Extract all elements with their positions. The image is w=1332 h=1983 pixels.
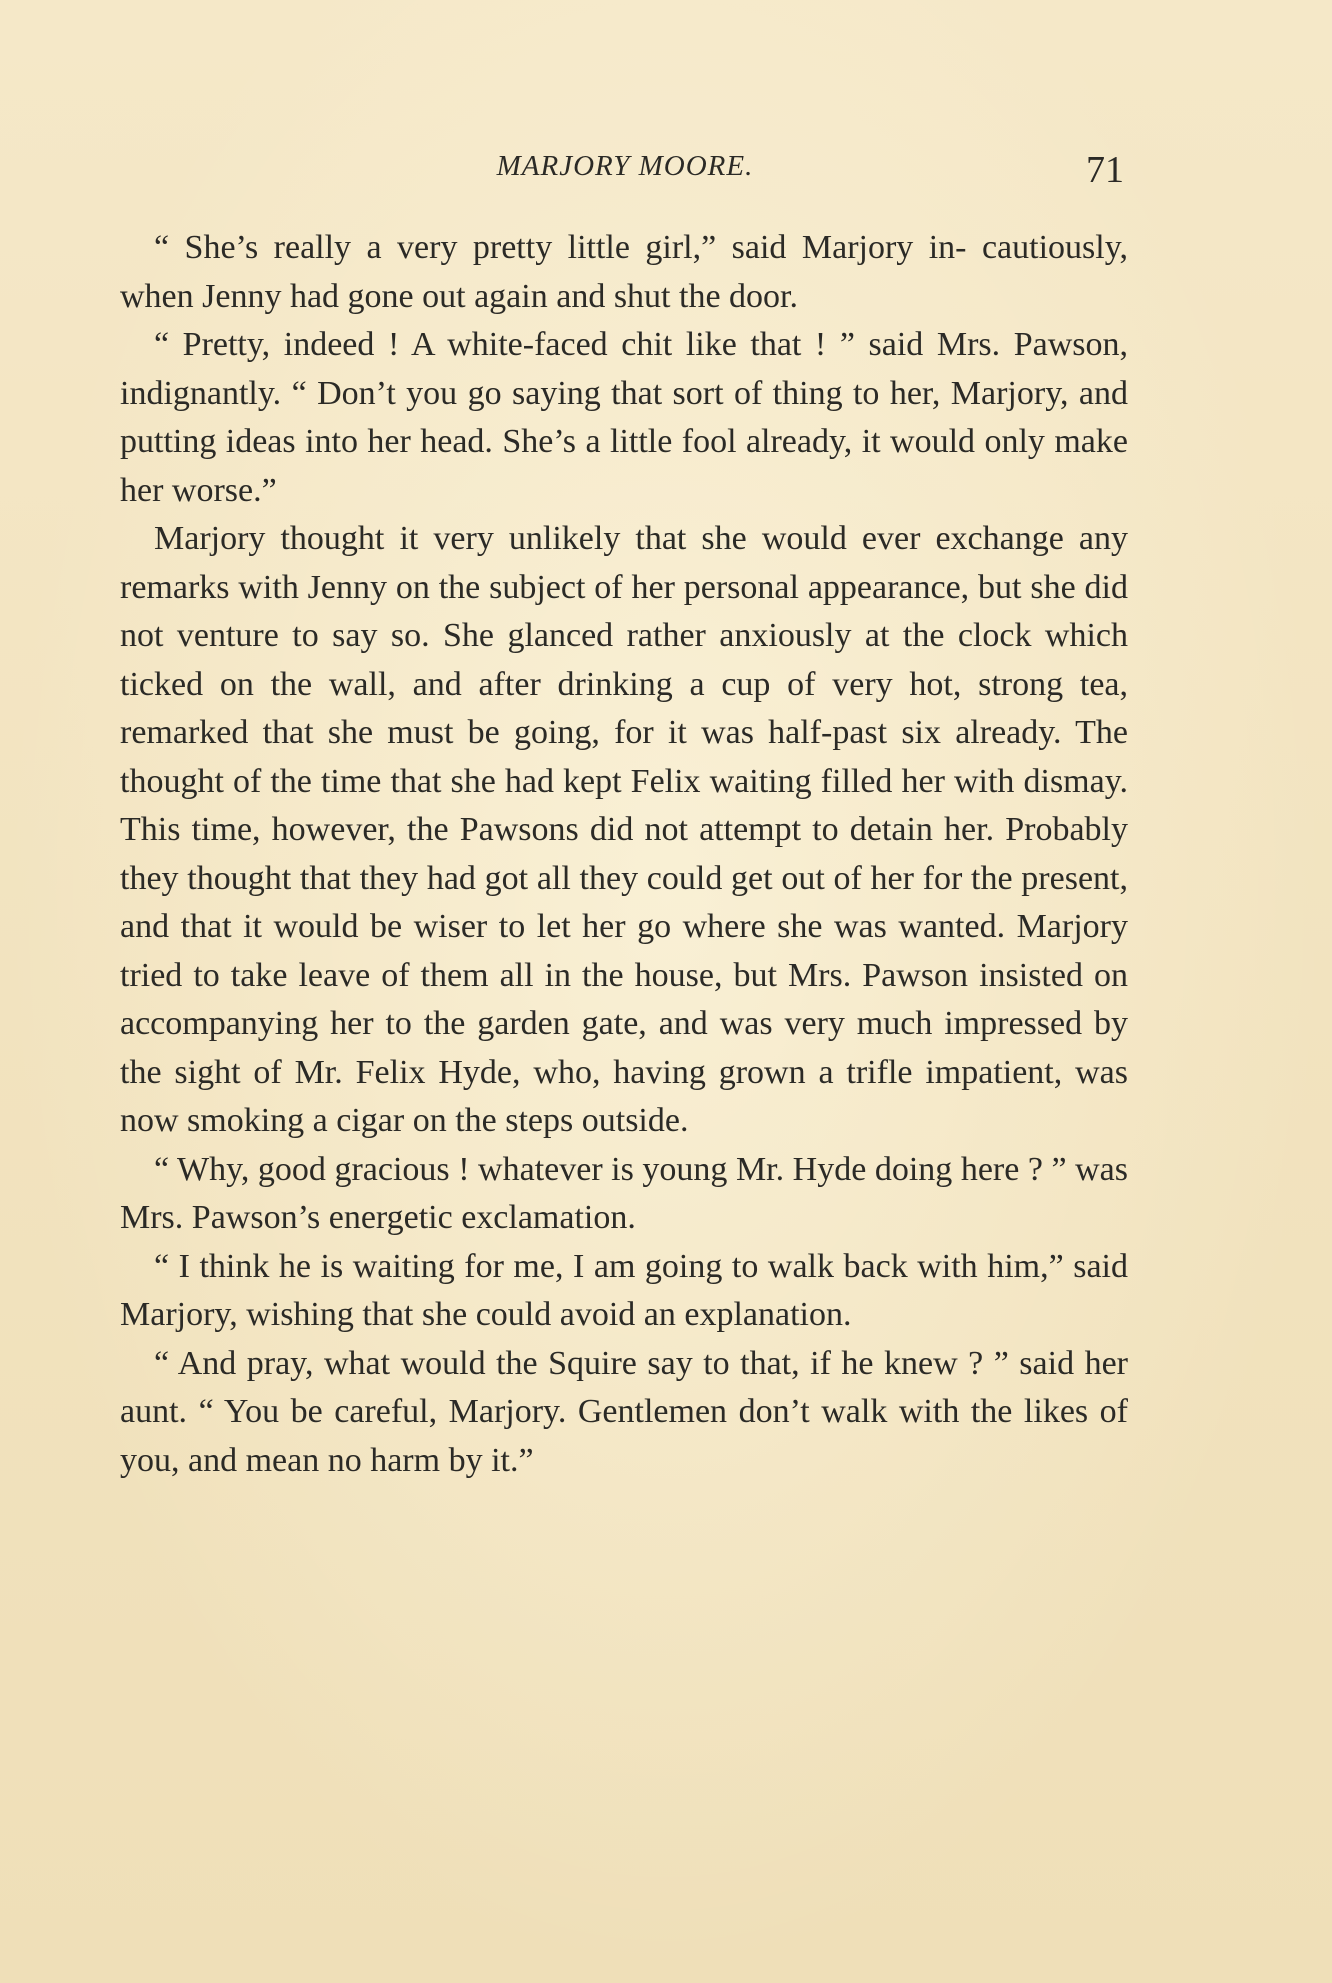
paragraph: “ She’s really a very pretty little girl,” said Marjory in- cautiously, when Jenny had gone out again and shut the door. [120,229,1128,315]
paragraph: “ Why, good gracious ! whatever is young Mr. Hyde doing here ? ” was Mrs. Pawson’s energetic exclamation. [120,1150,1128,1236]
running-title: MARJORY MOORE. [496,150,754,182]
paragraph: “ I think he is waiting for me, I am going to walk back with him,” said Marjory, wishing that she could avoid an explanation. [120,1247,1128,1333]
paragraph: “ Pretty, indeed ! A white-faced chit like that ! ” said Mrs. Pawson, indignantly. “ Don’t you go saying that sort of thing to her, Marjory, and putting ideas into her head. She’s a little fool already, it would only make her worse.” [120,326,1128,509]
paragraph: Marjory thought it very unlikely that she would ever exchange any remarks with Jenny on the subject of her personal appearance, but she did not venture to say so. She glanced rather anxiously at the clock which ticked on the wall, and after drinking a cup of very hot, strong tea, remarked that she must be going, for it was half-past six already. The thought of the time that she had kept Felix waiting filled her with dismay. This time, however, the Pawsons did not attempt to detain her. Probably they thought that they had got all they could get out of her for the present, and that it would be wiser to let her go where she was wanted. Marjory tried to take leave of them all in the house, but Mrs. Pawson insisted on accompanying her to the garden gate, and was very much impressed by the sight of Mr. Felix Hyde, who, having grown a trifle impatient, was now smoking a cigar on the steps outside. [120,520,1128,1139]
running-head [120,150,1130,190]
body-text [120,224,1128,1485]
paragraph: “ And pray, what would the Squire say to that, if he knew ? ” said her aunt. “ You be careful, Marjory. Gentlemen don’t walk with the likes of you, and mean no harm by it.” [120,1344,1128,1479]
page-number: 71 [1086,149,1124,191]
